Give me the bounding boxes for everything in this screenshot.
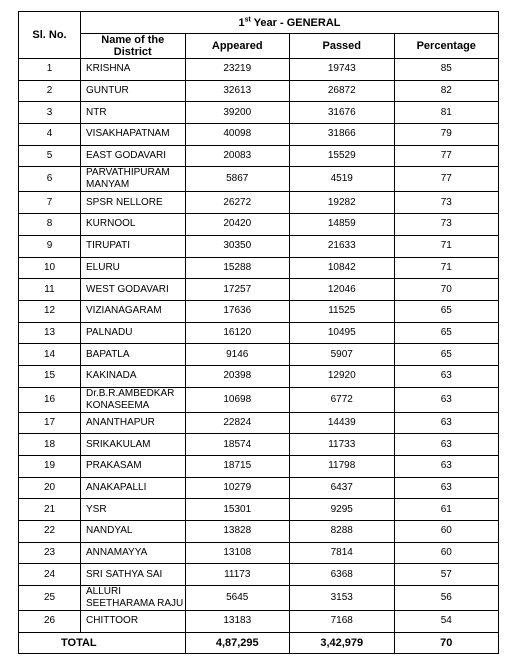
row-district: KRISHNA (81, 59, 186, 81)
percentage-header: Percentage (394, 34, 499, 59)
row-passed: 9295 (290, 499, 395, 521)
row-district: ALLURI SEETHARAMA RAJU (81, 586, 186, 611)
row-district: VIZIANAGARAM (81, 300, 186, 322)
row-district: KURNOOL (81, 214, 186, 236)
row-sl-no: 16 (19, 387, 81, 412)
row-percentage: 63 (394, 434, 499, 456)
table-row (19, 167, 499, 192)
total-row (19, 632, 499, 653)
row-district: BAPATLA (81, 344, 186, 366)
row-district: Dr.B.R.AMBEDKAR KONASEEMA (81, 387, 186, 412)
row-passed: 10495 (290, 322, 395, 344)
row-percentage: 63 (394, 456, 499, 478)
row-appeared: 11173 (185, 564, 290, 586)
row-sl-no: 26 (19, 611, 81, 633)
row-percentage: 61 (394, 499, 499, 521)
row-percentage: 73 (394, 214, 499, 236)
table-row (19, 499, 499, 521)
row-sl-no: 2 (19, 80, 81, 102)
row-district: ANNAMAYYA (81, 542, 186, 564)
row-passed: 14439 (290, 412, 395, 434)
row-district: PRAKASAM (81, 456, 186, 478)
row-district: YSR (81, 499, 186, 521)
row-passed: 6437 (290, 477, 395, 499)
row-district: NTR (81, 102, 186, 124)
row-percentage: 79 (394, 124, 499, 146)
row-district: SRIKAKULAM (81, 434, 186, 456)
row-appeared: 20420 (185, 214, 290, 236)
row-percentage: 85 (394, 59, 499, 81)
row-passed: 11733 (290, 434, 395, 456)
row-sl-no: 12 (19, 300, 81, 322)
row-sl-no: 11 (19, 279, 81, 301)
row-district: EAST GODAVARI (81, 145, 186, 167)
row-appeared: 10698 (185, 387, 290, 412)
row-percentage: 63 (394, 477, 499, 499)
district-rows (19, 59, 499, 633)
row-percentage: 57 (394, 564, 499, 586)
row-appeared: 20083 (185, 145, 290, 167)
row-sl-no: 25 (19, 586, 81, 611)
row-appeared: 17636 (185, 300, 290, 322)
row-percentage: 77 (394, 167, 499, 192)
row-passed: 31866 (290, 124, 395, 146)
row-district: VISAKHAPATNAM (81, 124, 186, 146)
row-appeared: 17257 (185, 279, 290, 301)
total-label: TOTAL (19, 632, 186, 653)
row-percentage: 60 (394, 542, 499, 564)
table-row (19, 344, 499, 366)
sl-no-header: Sl. No. (19, 12, 81, 59)
row-district: GUNTUR (81, 80, 186, 102)
row-percentage: 63 (394, 412, 499, 434)
row-passed: 7168 (290, 611, 395, 633)
table-row (19, 124, 499, 146)
row-district: PALNADU (81, 322, 186, 344)
row-sl-no: 15 (19, 365, 81, 387)
table-row (19, 257, 499, 279)
table-row (19, 412, 499, 434)
table-row (19, 611, 499, 633)
group-title-number: 1 (238, 16, 245, 29)
row-district: SPSR NELLORE (81, 192, 186, 214)
row-passed: 4519 (290, 167, 395, 192)
row-passed: 11798 (290, 456, 395, 478)
row-sl-no: 4 (19, 124, 81, 146)
total-percentage: 70 (394, 632, 499, 653)
row-sl-no: 23 (19, 542, 81, 564)
row-sl-no: 9 (19, 235, 81, 257)
row-sl-no: 20 (19, 477, 81, 499)
table-row (19, 279, 499, 301)
row-passed: 8288 (290, 521, 395, 543)
table-row (19, 214, 499, 236)
row-passed: 5907 (290, 344, 395, 366)
row-appeared: 16120 (185, 322, 290, 344)
row-percentage: 81 (394, 102, 499, 124)
total-appeared: 4,87,295 (185, 632, 290, 653)
table-row (19, 235, 499, 257)
row-sl-no: 1 (19, 59, 81, 81)
row-percentage: 70 (394, 279, 499, 301)
row-district: ELURU (81, 257, 186, 279)
row-appeared: 23219 (185, 59, 290, 81)
table-row (19, 322, 499, 344)
row-appeared: 13108 (185, 542, 290, 564)
table-row (19, 192, 499, 214)
row-passed: 11525 (290, 300, 395, 322)
table-row (19, 145, 499, 167)
table-row (19, 102, 499, 124)
row-sl-no: 8 (19, 214, 81, 236)
table-row (19, 564, 499, 586)
row-district: ANAKAPALLI (81, 477, 186, 499)
table-row (19, 365, 499, 387)
row-district: CHITTOOR (81, 611, 186, 633)
row-sl-no: 5 (19, 145, 81, 167)
row-sl-no: 21 (19, 499, 81, 521)
table-row (19, 521, 499, 543)
row-percentage: 73 (394, 192, 499, 214)
row-percentage: 65 (394, 300, 499, 322)
table-row (19, 59, 499, 81)
row-sl-no: 3 (19, 102, 81, 124)
row-passed: 7814 (290, 542, 395, 564)
row-sl-no: 10 (19, 257, 81, 279)
table-row (19, 542, 499, 564)
row-appeared: 40098 (185, 124, 290, 146)
row-sl-no: 22 (19, 521, 81, 543)
row-district: SRI SATHYA SAI (81, 564, 186, 586)
row-sl-no: 13 (19, 322, 81, 344)
row-appeared: 15288 (185, 257, 290, 279)
row-passed: 3153 (290, 586, 395, 611)
row-passed: 12046 (290, 279, 395, 301)
table-row (19, 456, 499, 478)
row-passed: 15529 (290, 145, 395, 167)
row-percentage: 63 (394, 365, 499, 387)
row-district: ANANTHAPUR (81, 412, 186, 434)
row-percentage: 63 (394, 387, 499, 412)
group-title-text: Year - GENERAL (250, 16, 341, 29)
table-row (19, 80, 499, 102)
row-percentage: 56 (394, 586, 499, 611)
row-district: KAKINADA (81, 365, 186, 387)
row-passed: 14859 (290, 214, 395, 236)
table-row (19, 586, 499, 611)
row-percentage: 60 (394, 521, 499, 543)
row-sl-no: 19 (19, 456, 81, 478)
row-district: TIRUPATI (81, 235, 186, 257)
row-passed: 10842 (290, 257, 395, 279)
row-passed: 31676 (290, 102, 395, 124)
row-percentage: 71 (394, 235, 499, 257)
appeared-header: Appeared (185, 34, 290, 59)
row-appeared: 18574 (185, 434, 290, 456)
row-appeared: 39200 (185, 102, 290, 124)
row-appeared: 10279 (185, 477, 290, 499)
row-appeared: 5645 (185, 586, 290, 611)
passed-header: Passed (290, 34, 395, 59)
row-passed: 26872 (290, 80, 395, 102)
row-passed: 19282 (290, 192, 395, 214)
table-row (19, 300, 499, 322)
row-appeared: 18715 (185, 456, 290, 478)
row-sl-no: 18 (19, 434, 81, 456)
table-row (19, 477, 499, 499)
row-sl-no: 17 (19, 412, 81, 434)
row-passed: 21633 (290, 235, 395, 257)
row-sl-no: 7 (19, 192, 81, 214)
row-percentage: 71 (394, 257, 499, 279)
total-passed: 3,42,979 (290, 632, 395, 653)
row-percentage: 82 (394, 80, 499, 102)
table-row (19, 387, 499, 412)
row-district: WEST GODAVARI (81, 279, 186, 301)
row-passed: 12920 (290, 365, 395, 387)
row-passed: 6772 (290, 387, 395, 412)
row-percentage: 77 (394, 145, 499, 167)
group-title-superscript: st (244, 15, 251, 23)
row-sl-no: 14 (19, 344, 81, 366)
results-table (18, 11, 499, 654)
row-sl-no: 6 (19, 167, 81, 192)
row-sl-no: 24 (19, 564, 81, 586)
group-title (81, 12, 499, 34)
row-appeared: 32613 (185, 80, 290, 102)
row-appeared: 20398 (185, 365, 290, 387)
row-appeared: 30350 (185, 235, 290, 257)
row-appeared: 9146 (185, 344, 290, 366)
row-percentage: 65 (394, 322, 499, 344)
row-appeared: 22824 (185, 412, 290, 434)
row-appeared: 5867 (185, 167, 290, 192)
row-appeared: 15301 (185, 499, 290, 521)
row-appeared: 26272 (185, 192, 290, 214)
row-percentage: 54 (394, 611, 499, 633)
row-percentage: 65 (394, 344, 499, 366)
row-district: NANDYAL (81, 521, 186, 543)
row-passed: 6368 (290, 564, 395, 586)
row-passed: 19743 (290, 59, 395, 81)
row-appeared: 13828 (185, 521, 290, 543)
row-district: PARVATHIPURAM MANYAM (81, 167, 186, 192)
row-appeared: 13183 (185, 611, 290, 633)
table-row (19, 434, 499, 456)
district-header: Name of the District (81, 34, 186, 59)
